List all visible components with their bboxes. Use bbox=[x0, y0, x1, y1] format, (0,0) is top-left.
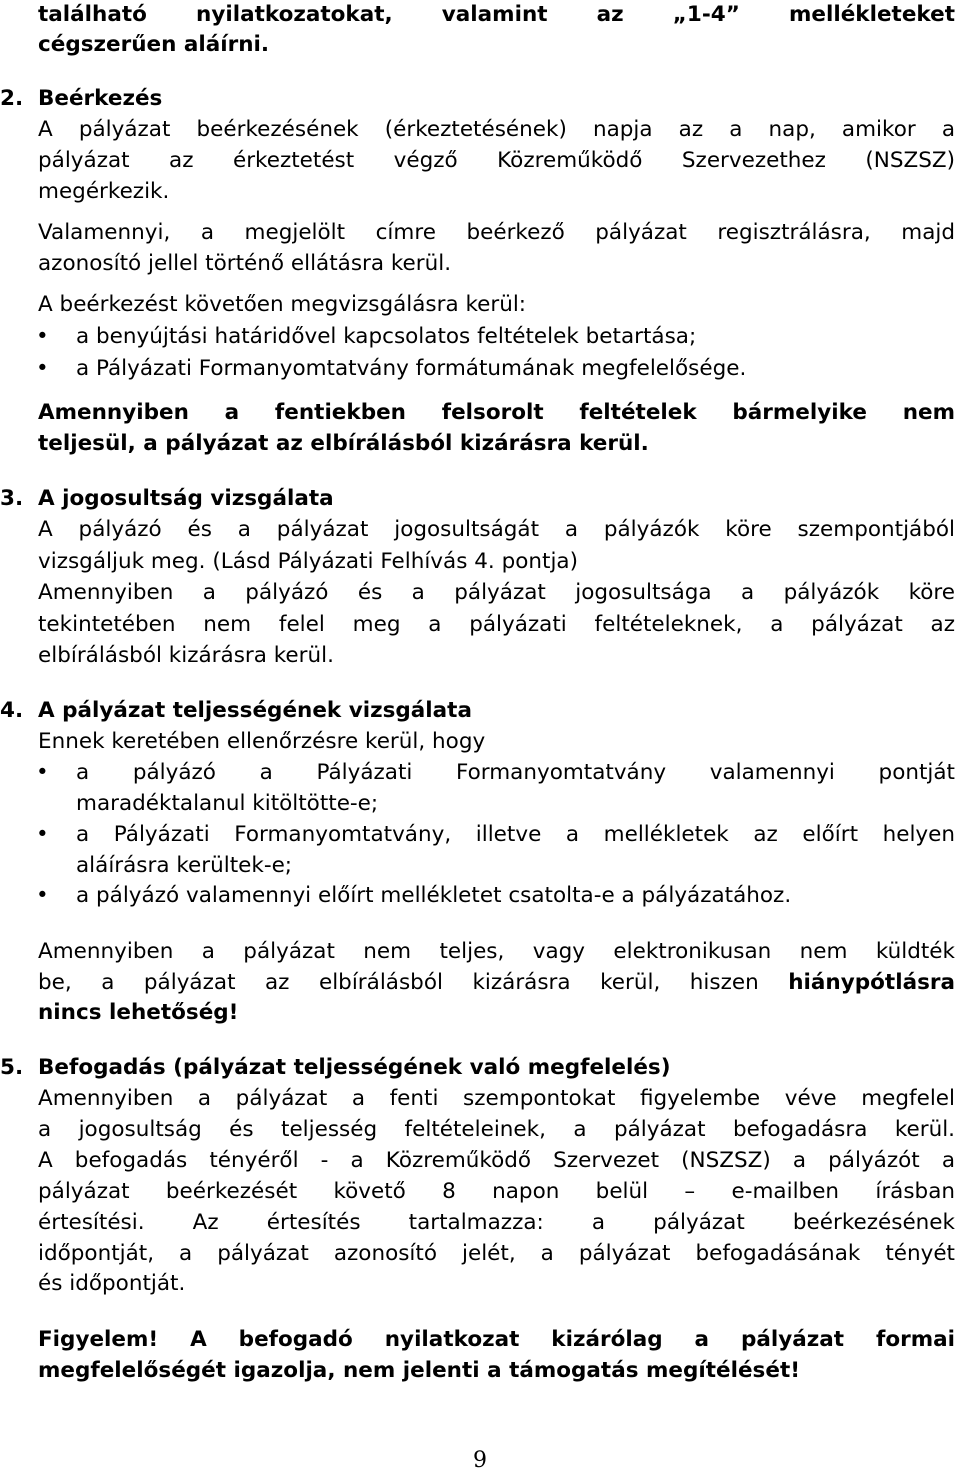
s5-line-3: A befogadás tényéről - a Közreműködő Szervezet (NSZSZ) a pályázót a bbox=[38, 1148, 955, 1173]
s3-line-2: vizsgáljuk meg. (Lásd Pályázati Felhívás 4. pontja) bbox=[38, 549, 578, 574]
section-2-heading bbox=[0, 84, 163, 114]
section-5-number: 5. bbox=[0, 1055, 24, 1080]
section-2-number: 2. bbox=[0, 86, 24, 111]
s4-paragraph-line-2-text: be, a pályázat az elbírálásból kizárásra kerül, hiszen bbox=[38, 970, 759, 995]
bullet-icon: • bbox=[36, 822, 49, 847]
s4-paragraph-line-2 bbox=[38, 968, 955, 998]
s4-intro: Ennek keretében ellenőrzésre kerül, hogy bbox=[38, 729, 486, 754]
bullet-icon: • bbox=[36, 324, 49, 349]
s3-line-3: Amennyiben a pályázó és a pályázat jogosultsága a pályázók köre bbox=[38, 580, 955, 605]
bullet-icon: • bbox=[36, 356, 49, 381]
s4-bullet-2-line-1: a Pályázati Formanyomtatvány, illetve a mellékletek az előírt helyen bbox=[76, 822, 955, 847]
s4-bullet-1-line-1: a pályázó a Pályázati Formanyomtatvány valamennyi pontját bbox=[76, 760, 955, 785]
s2-paragraph-1-line-1: A pályázat beérkezésének (érkeztetésének) napja az a nap, amikor a bbox=[38, 117, 955, 142]
s5-line-7: és időpontját. bbox=[38, 1271, 186, 1296]
s4-emphasis-line-3: nincs lehetőség! bbox=[38, 1000, 239, 1025]
s2-paragraph-3: A beérkezést követően megvizsgálásra kerül: bbox=[38, 292, 527, 317]
s5-line-6: időpontját, a pályázat azonosító jelét, a pályázat befogadásának tényét bbox=[38, 1241, 955, 1266]
s4-paragraph-line-1: Amennyiben a pályázat nem teljes, vagy elektronikusan nem küldték bbox=[38, 939, 955, 964]
s2-paragraph-2-line-1: Valamennyi, a megjelölt címre beérkező pályázat regisztrálásra, majd bbox=[38, 220, 955, 245]
s3-line-1: A pályázó és a pályázat jogosultságát a pályázók köre szempontjából bbox=[38, 517, 955, 542]
s2-paragraph-1-line-2: pályázat az érkeztetést végző Közreműködő Szervezethez (NSZSZ) bbox=[38, 148, 955, 173]
s4-bullet-2-line-2: aláírásra kerültek-e; bbox=[76, 853, 293, 878]
s5-line-1: Amennyiben a pályázat a fenti szempontokat figyelembe véve megfelel bbox=[38, 1086, 955, 1111]
section-2-title: Beérkezés bbox=[38, 86, 163, 111]
s2-bullet-1: a benyújtási határidővel kapcsolatos feltételek betartása; bbox=[76, 324, 697, 349]
s2-warning-line-1: Amennyiben a fentiekben felsorolt feltételek bármelyike nem bbox=[38, 400, 955, 425]
s5-line-4: pályázat beérkezését követő 8 napon belül – e-mailben írásban bbox=[38, 1179, 955, 1204]
s2-paragraph-1-line-3: megérkezik. bbox=[38, 179, 170, 204]
notice-line-2: megfelelőségét igazolja, nem jelenti a támogatás megítélését! bbox=[38, 1358, 801, 1383]
s2-bullet-2: a Pályázati Formanyomtatvány formátumának megfelelősége. bbox=[76, 356, 747, 381]
s4-bullet-1-line-2: maradéktalanul kitöltötte-e; bbox=[76, 791, 379, 816]
s4-emphasis-hianypotlas: hiánypótlásra bbox=[788, 970, 955, 995]
section-4-title: A pályázat teljességének vizsgálata bbox=[38, 698, 472, 723]
bullet-icon: • bbox=[36, 883, 49, 908]
section-3-number: 3. bbox=[0, 486, 24, 511]
page-number: 9 bbox=[473, 1448, 487, 1473]
section-5-title: Befogadás (pályázat teljességének való megfelelés) bbox=[38, 1055, 671, 1080]
notice-line-1: Figyelem! A befogadó nyilatkozat kizárólag a pályázat formai bbox=[38, 1327, 955, 1352]
s2-warning-line-2: teljesül, a pályázat az elbírálásból kizárásra kerül. bbox=[38, 431, 649, 456]
s4-bullet-3: a pályázó valamennyi előírt mellékletet csatolta-e a pályázatához. bbox=[76, 883, 792, 908]
section-5-heading bbox=[0, 1053, 671, 1083]
s3-line-4: tekintetében nem felel meg a pályázati feltételeknek, a pályázat az bbox=[38, 612, 955, 637]
s5-line-2: a jogosultság és teljesség feltételeinek, a pályázat befogadásra kerül. bbox=[38, 1117, 955, 1142]
intro-line-1: található nyilatkozatokat, valamint az „1-4” mellékleteket bbox=[38, 2, 955, 27]
s5-line-5: értesítési. Az értesítés tartalmazza: a pályázat beérkezésének bbox=[38, 1210, 955, 1235]
section-3-heading bbox=[0, 484, 334, 514]
bullet-icon: • bbox=[36, 760, 49, 785]
s3-line-5: elbírálásból kizárásra kerül. bbox=[38, 643, 334, 668]
intro-line-2: cégszerűen aláírni. bbox=[38, 32, 270, 57]
section-4-heading bbox=[0, 696, 472, 726]
section-3-title: A jogosultság vizsgálata bbox=[38, 486, 334, 511]
s2-paragraph-2-line-2: azonosító jellel történő ellátásra kerül. bbox=[38, 251, 452, 276]
section-4-number: 4. bbox=[0, 698, 24, 723]
